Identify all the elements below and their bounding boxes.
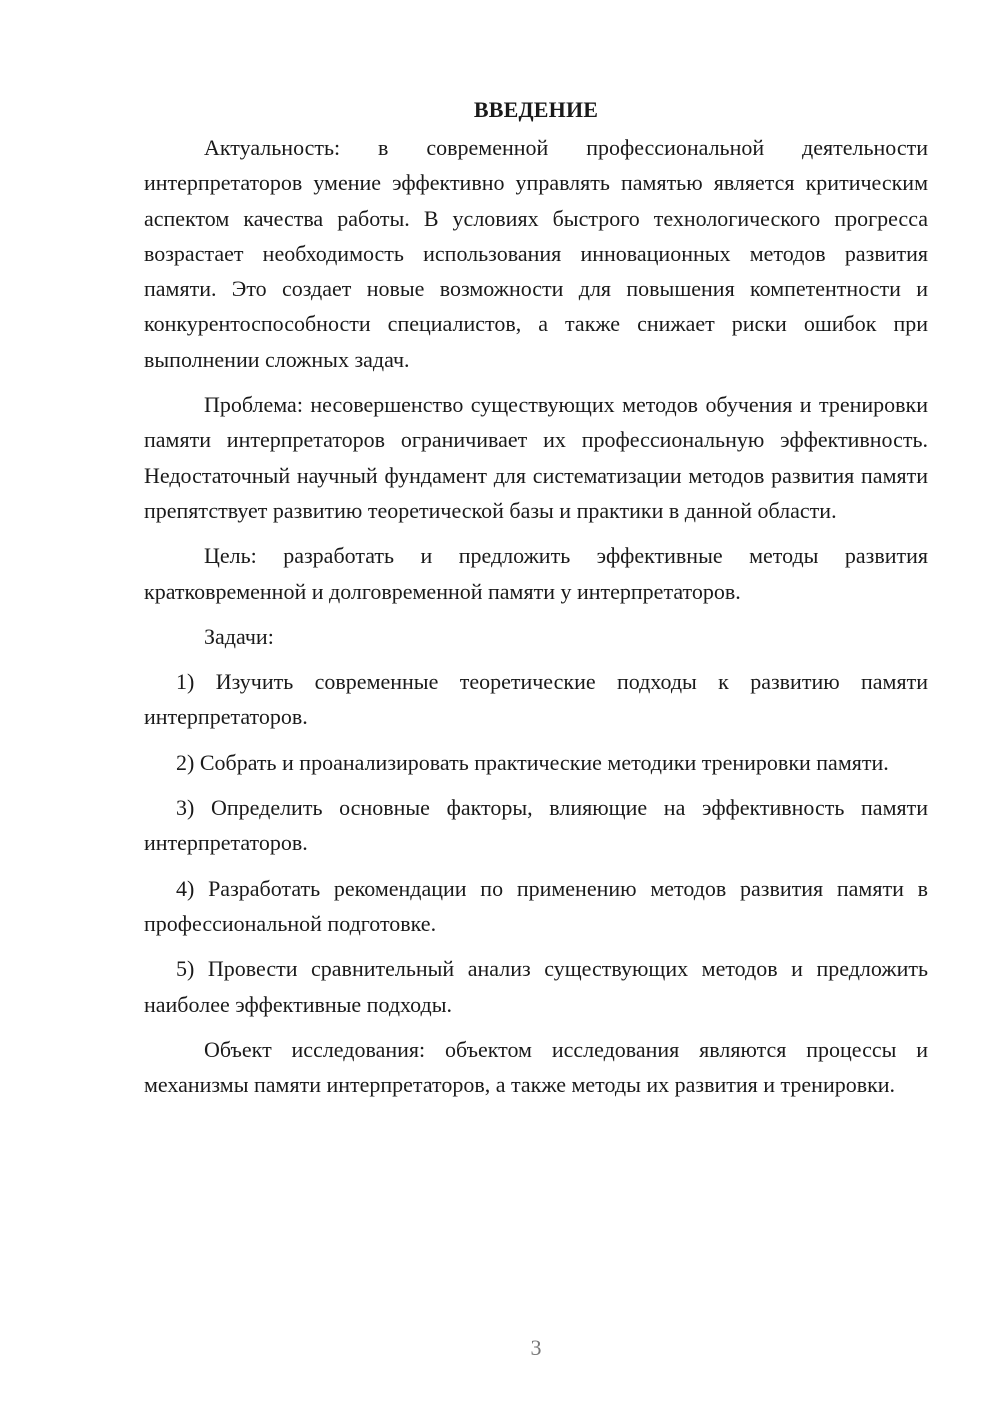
task-item-1: 1) Изучить современные теоретические подходы к развитию памяти интерпретаторов. <box>144 669 928 730</box>
page-title: ВВЕДЕНИЕ <box>473 97 599 122</box>
page-number: 3 <box>530 1335 542 1360</box>
problem-paragraph: Проблема: несовершенство существующих методов обучения и тренировки памяти интерпретаторов ограничивает их профессиональную эффективность. Недостаточный научный фундамент для систематизации методов развития памяти препятствует развитию теоретической базы и практики в данной области. <box>144 392 928 523</box>
task-item-3: 3) Определить основные факторы, влияющие на эффективность памяти интерпретаторов. <box>144 795 928 856</box>
task-item-5: 5) Провести сравнительный анализ существующих методов и предложить наиболее эффективные подходы. <box>144 956 928 1017</box>
task-item-2: 2) Собрать и проанализировать практические методики тренировки памяти. <box>176 749 889 775</box>
object-paragraph: Объект исследования: объектом исследования являются процессы и механизмы памяти интерпретаторов, а также методы их развития и тренировки. <box>144 1036 928 1098</box>
task-item-4: 4) Разработать рекомендации по применению методов развития памяти в профессиональной подготовке. <box>144 875 928 936</box>
tasks-label: Задачи: <box>204 623 274 649</box>
document-page <box>144 92 928 1112</box>
relevance-paragraph: Актуальность: в современной профессиональной деятельности интерпретаторов умение эффективно управлять памятью является критическим аспектом качества работы. В условиях быстрого технологического прогресса возрастает необходимость использования инновационных методов развития памяти. Это создает новые возможности для повышения компетентности и конкурентоспособности специалистов, а также снижает риски ошибок при выполнении сложных задач. <box>144 135 928 372</box>
goal-paragraph: Цель: разработать и предложить эффективные методы развития кратковременной и долговременной памяти у интерпретаторов. <box>144 543 928 604</box>
